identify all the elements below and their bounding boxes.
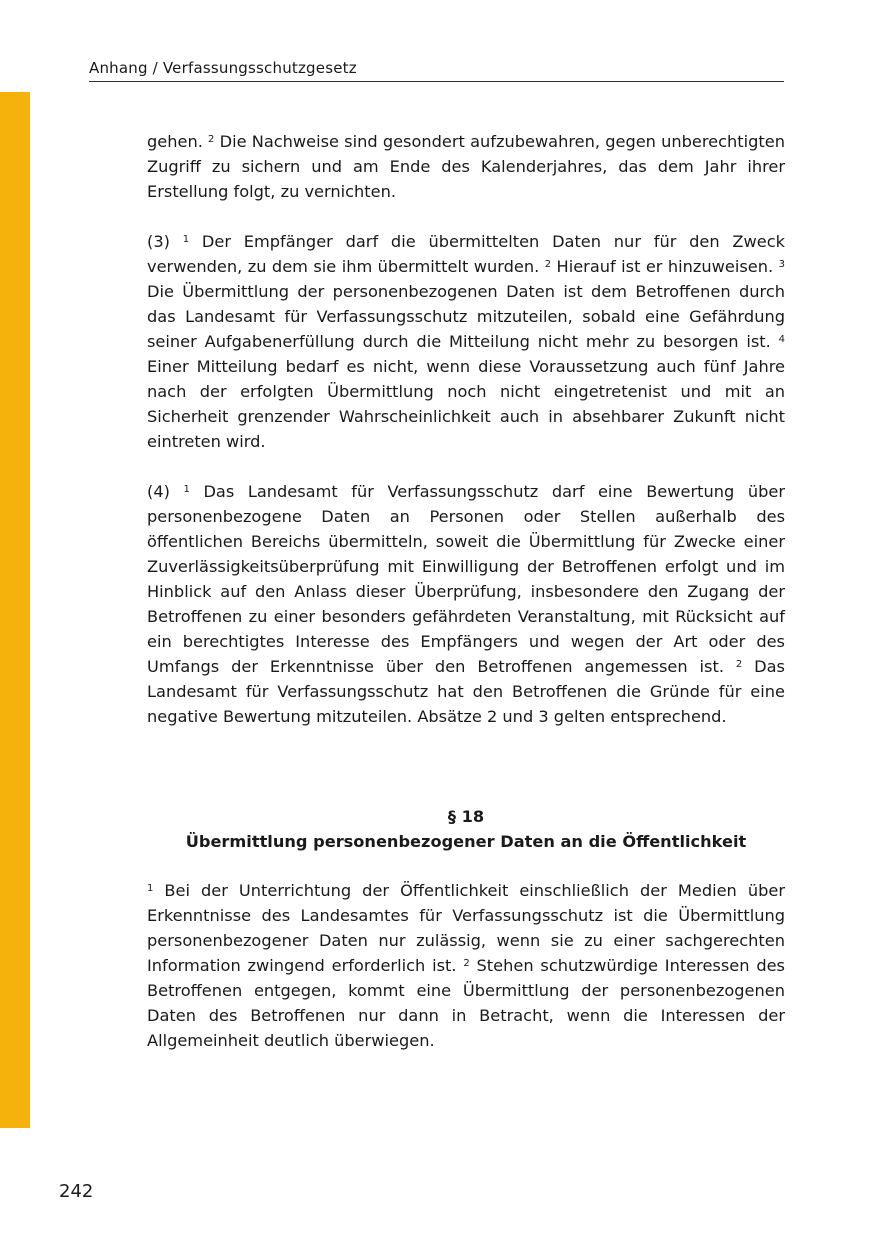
sentence-text: Das Landesamt für Verfassungsschutz darf eine Bewertung über personenbezogene Daten an Personen oder Stellen außerhalb des öffentlichen Bereichs übermitteln, soweit die Übermittlung für Zwecke einer Zuverlässigkeitsüberprüfung mit Einwilligung der Betroffenen erfolgt und im Hinblick auf den Anlass dieser Überprüfung, insbesondere den Zugang der Betroffenen zu einer besonders gefährdeten Veranstaltung, mit Rücksicht auf ein berechtigtes Interesse des Empfängers und wegen der Art oder des Umfangs der Erkenntnisse über den Betroffenen angemessen ist. [147, 482, 785, 676]
section-title: Übermittlung personenbezogener Daten an die Öffentlichkeit [185, 832, 747, 851]
sentence-text: Die Nachweise sind gesondert aufzubewahren, gegen unberechtigten Zugriff zu sichern und am Ende des Kalenderjahres, das dem Jahr ihrer Erstellung folgt, zu vernichten. [147, 132, 785, 201]
paragraph-label: (4) [147, 482, 170, 501]
sentence-number: 2 [463, 958, 470, 969]
sentence-number: 1 [147, 883, 154, 894]
sentence-text: Das Landesamt für Verfassungsschutz hat den Betroffenen die Gründe für eine negative Bewertung mitzuteilen. Absätze 2 und 3 gelten entsprechend. [147, 657, 785, 726]
sentence-text: Der Empfänger darf die übermittelten Daten nur für den Zweck verwenden, zu dem sie ihm übermittelt wurden. [147, 232, 785, 276]
sentence-number: 1 [183, 484, 190, 495]
section-number: § 18 [447, 807, 485, 826]
sentence-number: 3 [778, 259, 785, 270]
paragraph-continued [147, 129, 785, 204]
lead-text: gehen. [147, 132, 203, 151]
sentence-number: 2 [735, 659, 743, 670]
chapter-color-bar [0, 92, 30, 1128]
sentence-text: Einer Mitteilung bedarf es nicht, wenn diese Voraussetzung auch fünf Jahre nach der erfolgten Übermittlung noch nicht eingetretenist und mit an Sicherheit grenzender Wahrscheinlichkeit auch in absehbarer Zukunft nicht eintreten wird. [147, 357, 785, 451]
running-header: Anhang / Verfassungsschutzgesetz [89, 58, 784, 82]
sentence-text: Die Übermittlung der personenbezogenen Daten ist dem Betroffenen durch das Landesamt für Verfassungsschutz mitzuteilen, sobald eine Gefährdung seiner Aufgabenerfüllung durch die Mitteilung nicht mehr zu besorgen ist. [147, 282, 785, 351]
page-number: 242 [59, 1181, 94, 1202]
sentence-number: 1 [182, 234, 190, 245]
section-18-text [147, 878, 785, 1053]
sentence-text: Hierauf ist er hinzuweisen. [556, 257, 774, 276]
sentence-text: Bei der Unterrichtung der Öffentlichkeit einschließlich der Medien über Erkenntnisse des Landesamtes für Verfassungsschutz ist die Übermittlung personenbezogener Daten nur zulässig, wenn sie zu einer sachgerechten Information zwingend erforderlich ist. [147, 881, 785, 975]
paragraph-3 [147, 229, 785, 454]
paragraph-4 [147, 479, 785, 729]
sentence-number: 4 [778, 334, 785, 345]
sentence-number: 2 [544, 259, 552, 270]
sentence-text: Stehen schutzwürdige Interessen des Betroffenen entgegen, kommt eine Übermittlung der personenbezogenen Daten des Betroffenen nur dann in Betracht, wenn die Interessen der Allgemeinheit deutlich überwiegen. [147, 956, 785, 1050]
paragraph-label: (3) [147, 232, 170, 251]
sentence-number: 2 [208, 134, 215, 145]
